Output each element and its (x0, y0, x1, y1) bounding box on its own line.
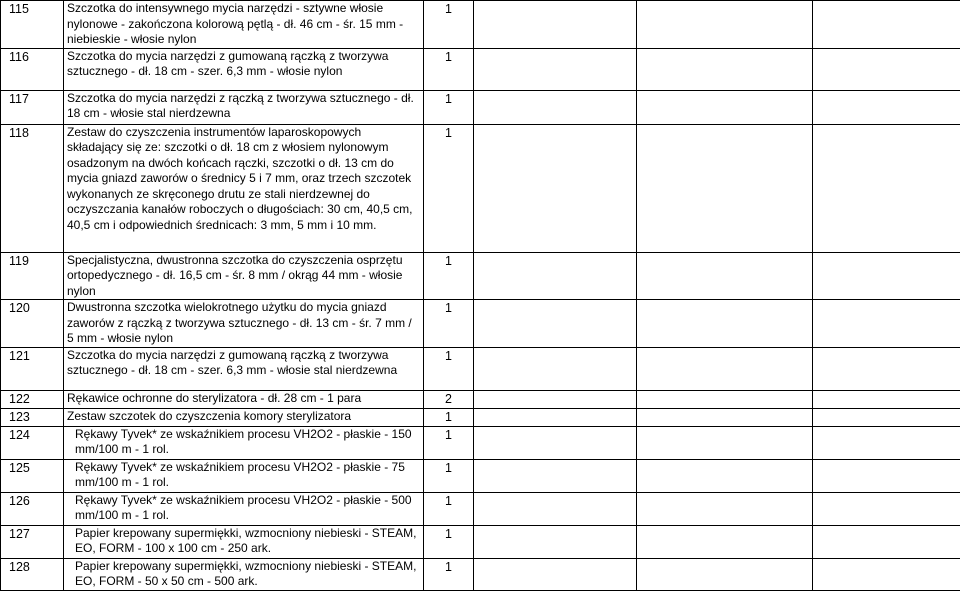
table-row (1, 347, 960, 390)
empty-cell (637, 347, 813, 390)
table-row (1, 558, 960, 590)
empty-cell (813, 408, 960, 426)
item-description: Specjalistyczna, dwustronna szczotka do czyszczenia osprzętu ortopedycznego - dł. 16,5 cm - śr. 8 mm / okrąg 44 mm - włosie nylon (64, 252, 424, 300)
table-row (1, 525, 960, 558)
row-number: 116 (1, 48, 64, 90)
item-quantity: 1 (424, 525, 474, 558)
empty-cell (637, 48, 813, 90)
item-description-text: Rękawy Tyvek* ze wskaźnikiem procesu VH2O2 - płaskie - 75 mm/100 m - 1 rol. (67, 460, 417, 491)
empty-cell (474, 124, 637, 252)
empty-cell (813, 459, 960, 492)
row-number: 127 (1, 525, 64, 558)
item-quantity: 1 (424, 408, 474, 426)
item-quantity: 1 (424, 426, 474, 459)
item-quantity: 1 (424, 90, 474, 124)
item-quantity: 1 (424, 1, 474, 49)
row-number: 117 (1, 90, 64, 124)
item-description: Dwustronna szczotka wielokrotnego użytku do mycia gniazd zaworów z rączką z tworzywa sztucznego - dł. 13 cm - śr. 7 mm / 5 mm - włosie nylon (64, 300, 424, 348)
empty-cell (813, 48, 960, 90)
table-row (1, 426, 960, 459)
item-description: Zestaw szczotek do czyszczenia komory sterylizatora (64, 408, 424, 426)
empty-cell (813, 347, 960, 390)
item-description: Szczotka do mycia narzędzi z gumowaną rączką z tworzywa sztucznego - dł. 18 cm - szer. 6,3 mm - włosie nylon (64, 48, 424, 90)
empty-cell (813, 1, 960, 49)
row-number: 115 (1, 1, 64, 49)
item-quantity: 1 (424, 459, 474, 492)
item-description-text: Papier krepowany supermiękki, wzmocniony niebieski - STEAM, EO, FORM - 100 x 100 cm - 250 ark. (67, 526, 417, 557)
table-row (1, 1, 960, 49)
empty-cell (637, 408, 813, 426)
row-number: 123 (1, 408, 64, 426)
empty-cell (637, 426, 813, 459)
table-row (1, 459, 960, 492)
item-description: Zestaw do czyszczenia instrumentów laparoskopowych składający się ze: szczotki o dł. 18 cm z włosiem nylonowym osadzonym na dwóch końcach rączki, szczotki o dł. 13 cm do mycia gniazd zaworów o średnicy 5 i 7 mm, oraz trzech szczotek wykonanych ze skręconego drutu ze stali nierdzewnej do oczyszczania kanałów roboczych o długościach: 30 cm, 40,5 cm, 40,5 cm i odpowiednich średnicach: 3 mm, 5 mm i 10 mm. (64, 124, 424, 252)
empty-cell (474, 558, 637, 590)
row-number: 120 (1, 300, 64, 348)
table-row (1, 492, 960, 525)
item-description: Szczotka do mycia narzędzi z gumowaną rączką z tworzywa sztucznego - dł. 18 cm - szer. 6,3 mm - włosie stal nierdzewna (64, 347, 424, 390)
row-number: 124 (1, 426, 64, 459)
empty-cell (474, 390, 637, 408)
table-row (1, 252, 960, 300)
table-row (1, 124, 960, 252)
item-quantity: 1 (424, 492, 474, 525)
empty-cell (474, 90, 637, 124)
empty-cell (813, 492, 960, 525)
item-description (64, 558, 424, 590)
item-quantity: 1 (424, 558, 474, 590)
empty-cell (637, 492, 813, 525)
item-quantity: 1 (424, 300, 474, 348)
empty-cell (637, 525, 813, 558)
empty-cell (813, 90, 960, 124)
row-number: 119 (1, 252, 64, 300)
row-number: 122 (1, 390, 64, 408)
item-description (64, 525, 424, 558)
item-description-text: Rękawy Tyvek* ze wskaźnikiem procesu VH2O2 - płaskie - 150 mm/100 m - 1 rol. (67, 427, 417, 458)
empty-cell (813, 390, 960, 408)
empty-cell (474, 347, 637, 390)
empty-cell (637, 390, 813, 408)
empty-cell (474, 525, 637, 558)
empty-cell (637, 90, 813, 124)
empty-cell (474, 300, 637, 348)
empty-cell (474, 252, 637, 300)
empty-cell (637, 558, 813, 590)
item-quantity: 2 (424, 390, 474, 408)
item-quantity: 1 (424, 347, 474, 390)
item-description: Szczotka do intensywnego mycia narzędzi - sztywne włosie nylonowe - zakończona kolorową pętlą - dł. 46 cm - śr. 15 mm - niebieskie - włosie nylon (64, 1, 424, 49)
empty-cell (474, 408, 637, 426)
table-row (1, 390, 960, 408)
row-number: 121 (1, 347, 64, 390)
empty-cell (637, 124, 813, 252)
item-quantity: 1 (424, 48, 474, 90)
empty-cell (813, 558, 960, 590)
empty-cell (474, 1, 637, 49)
empty-cell (474, 426, 637, 459)
table-row (1, 300, 960, 348)
empty-cell (637, 252, 813, 300)
table-row (1, 408, 960, 426)
empty-cell (813, 252, 960, 300)
item-quantity: 1 (424, 124, 474, 252)
item-description (64, 426, 424, 459)
empty-cell (637, 1, 813, 49)
empty-cell (813, 426, 960, 459)
empty-cell (474, 459, 637, 492)
item-description: Szczotka do mycia narzędzi z rączką z tworzywa sztucznego - dł. 18 cm - włosie stal nierdzewna (64, 90, 424, 124)
item-description-text: Papier krepowany supermiękki, wzmocniony niebieski - STEAM, EO, FORM - 50 x 50 cm - 500 ark. (67, 559, 417, 590)
empty-cell (474, 492, 637, 525)
item-description (64, 492, 424, 525)
empty-cell (637, 459, 813, 492)
item-description: Rękawice ochronne do sterylizatora - dł. 28 cm - 1 para (64, 390, 424, 408)
row-number: 118 (1, 124, 64, 252)
row-number: 125 (1, 459, 64, 492)
item-description (64, 459, 424, 492)
empty-cell (813, 124, 960, 252)
row-number: 128 (1, 558, 64, 590)
row-number: 126 (1, 492, 64, 525)
item-description-text: Rękawy Tyvek* ze wskaźnikiem procesu VH2O2 - płaskie - 500 mm/100 m - 1 rol. (67, 493, 417, 524)
item-quantity: 1 (424, 252, 474, 300)
table-row (1, 90, 960, 124)
empty-cell (813, 300, 960, 348)
empty-cell (637, 300, 813, 348)
table-row (1, 48, 960, 90)
empty-cell (813, 525, 960, 558)
empty-cell (474, 48, 637, 90)
